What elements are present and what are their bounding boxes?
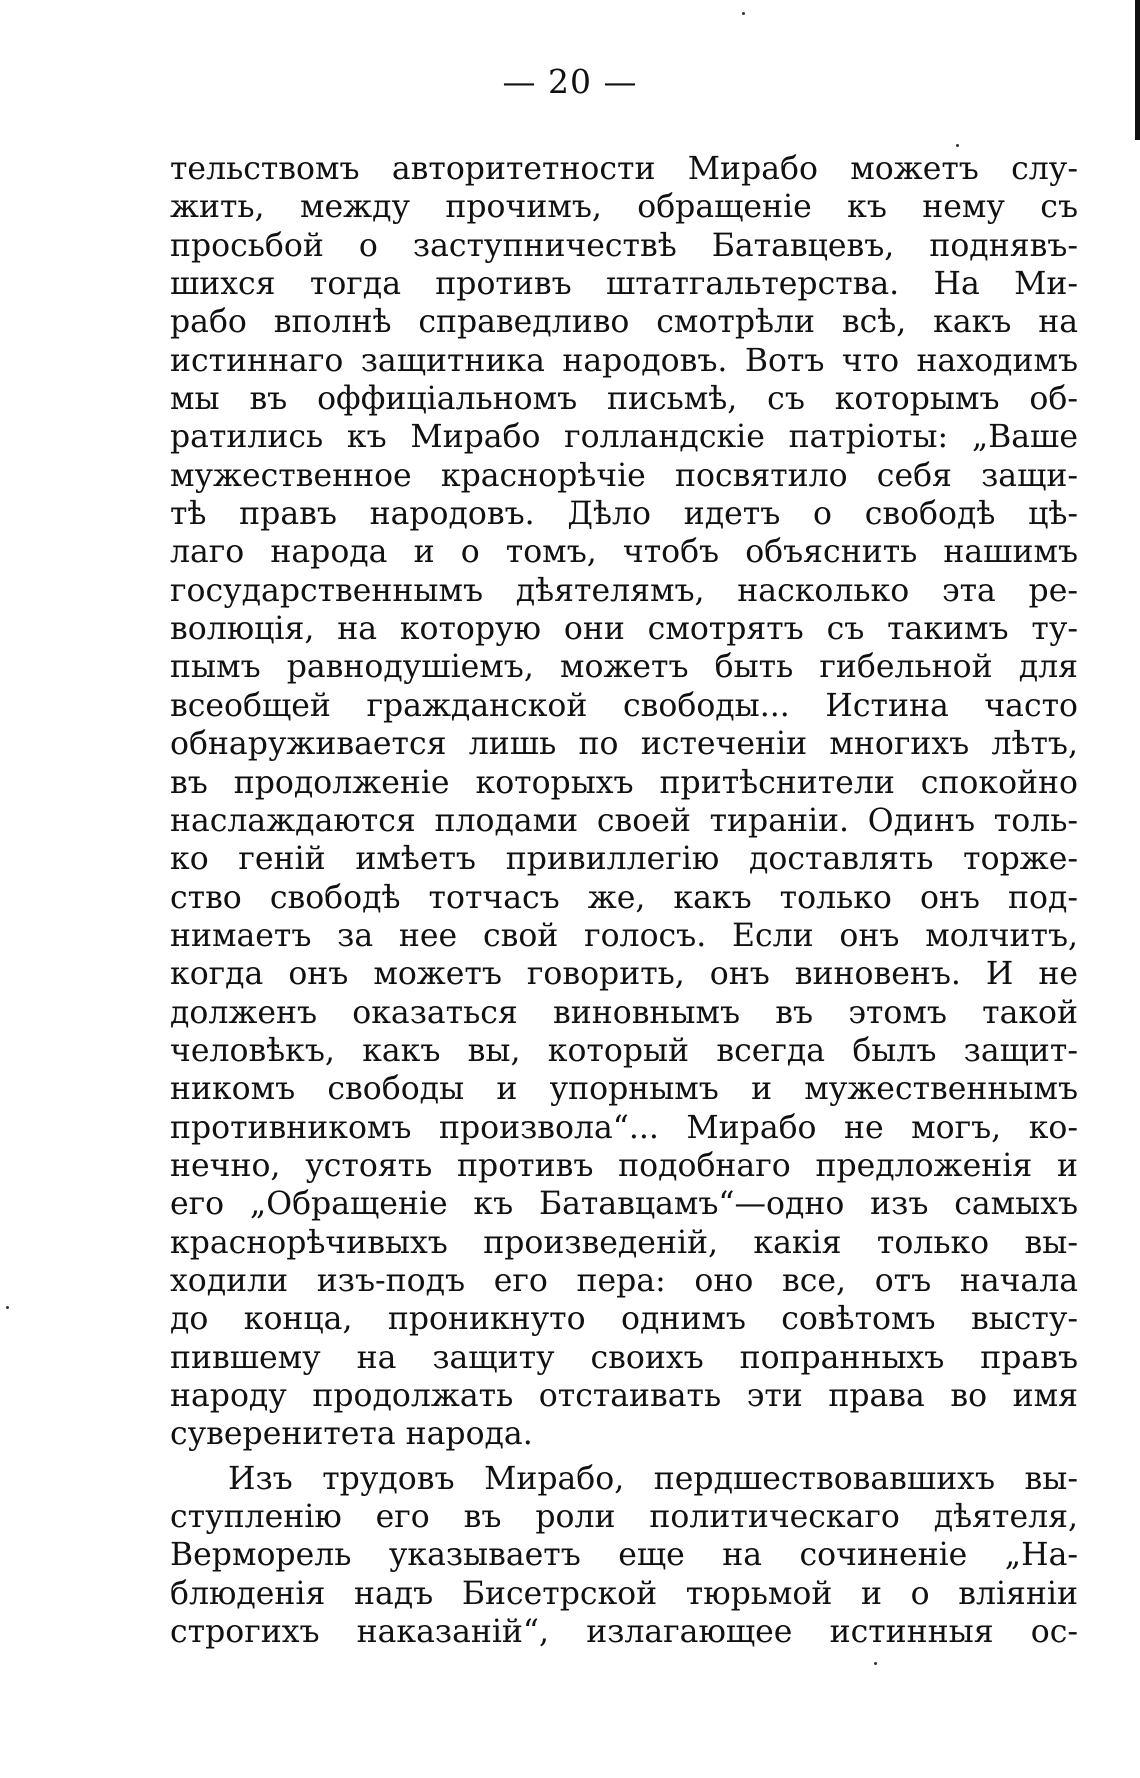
text-line: истиннаго защитника народовъ. Вотъ что находимъ — [170, 342, 1078, 379]
text-line: никомъ свободы и упорнымъ и мужественнымъ — [170, 1071, 1078, 1108]
page-number: — 20 — — [502, 62, 638, 101]
text-line: долженъ оказаться виновнымъ въ этомъ такой — [170, 994, 1078, 1031]
text-line: волюція, на которую они смотрятъ съ такимъ ту- — [170, 611, 1078, 648]
text-line: его „Обращеніе къ Батавцамъ“—одно изъ самыхъ — [170, 1186, 1078, 1223]
text-line: человѣкъ, какъ вы, который всегда былъ защит- — [170, 1032, 1078, 1069]
text-line: когда онъ можетъ говорить, онъ виновенъ. И не — [170, 956, 1078, 993]
text-line: блюденія надъ Бисетрской тюрьмой и о вліяніи — [170, 1575, 1078, 1612]
text-line: государственнымъ дѣятелямъ, насколько эта ре- — [170, 572, 1078, 609]
text-line: жить, между прочимъ, обращеніе къ нему съ — [170, 189, 1078, 226]
text-line: строгихъ наказаній“, излагающее истинныя ос- — [170, 1614, 1078, 1651]
text-line: мужественное краснорѣчіе посвятило себя защи- — [170, 457, 1078, 494]
scan-speck — [6, 1306, 9, 1309]
text-line: народу продолжать отстаивать эти права во имя — [170, 1378, 1078, 1414]
text-line: ко геній имѣетъ привиллегію доставлять торже- — [170, 841, 1078, 878]
paragraph — [170, 1460, 1078, 1652]
text-line: ступленію его въ роли политическаго дѣятеля, — [170, 1499, 1078, 1536]
text-line: Изъ трудовъ Мирабо, пердшествовавшихъ вы- — [228, 1460, 1078, 1497]
text-line: ходили изъ-подъ его пера: оно все, отъ начала — [170, 1262, 1078, 1299]
text-line: шихся тогда противъ штатгальтерства. На Ми- — [170, 266, 1078, 303]
text-line: тѣ правъ народовъ. Дѣло идетъ о свободѣ цѣ- — [170, 496, 1078, 533]
text-line: пившему на защиту своихъ попранныхъ правъ — [170, 1339, 1078, 1376]
scan-speck — [874, 1662, 877, 1665]
text-line: мы въ оффиціальномъ письмѣ, съ которымъ об- — [170, 381, 1078, 418]
scan-speck — [956, 144, 959, 147]
text-line: пымъ равнодушіемъ, можетъ быть гибельной для — [170, 649, 1078, 686]
text-line: краснорѣчивыхъ произведеній, какія только вы- — [170, 1224, 1078, 1261]
text-line: Верморель указываетъ еще на сочиненіе „На- — [170, 1537, 1078, 1574]
text-line: обнаруживается лишь по истеченіи многихъ лѣтъ, — [170, 726, 1078, 763]
text-line: тельствомъ авторитетности Мирабо можетъ слу- — [170, 151, 1078, 187]
text-line: просьбой о заступничествѣ Батавцевъ, поднявъ- — [170, 227, 1078, 264]
text-line: суверенитета народа. — [170, 1416, 533, 1453]
paragraph — [170, 150, 1078, 1454]
text-line: нимаетъ за нее свой голосъ. Если онъ молчитъ, — [170, 917, 1078, 954]
page-body — [170, 150, 1078, 1651]
text-line: рабо вполнѣ справедливо смотрѣли всѣ, какъ на — [170, 304, 1078, 341]
text-line: лаго народа и о томъ, чтобъ объяснить нашимъ — [170, 534, 1078, 571]
text-line: всеобщей гражданской свободы... Истина часто — [170, 687, 1078, 724]
text-line: до конца, проникнуто однимъ совѣтомъ высту- — [170, 1301, 1078, 1338]
scan-speck — [742, 12, 745, 15]
text-line: ратились къ Мирабо голландскіе патріоты: „Ваше — [170, 419, 1078, 456]
text-line: наслаждаются плодами своей тираніи. Одинъ толь- — [170, 802, 1078, 839]
text-line: въ продолженіе которыхъ притѣснители спокойно — [170, 764, 1078, 801]
text-line: ство свободѣ тотчасъ же, какъ только онъ под- — [170, 879, 1078, 916]
text-line: нечно, устоять противъ подобнаго предложенія и — [170, 1147, 1078, 1184]
text-line: противникомъ произвола“... Мирабо не могъ, ко- — [170, 1109, 1078, 1146]
